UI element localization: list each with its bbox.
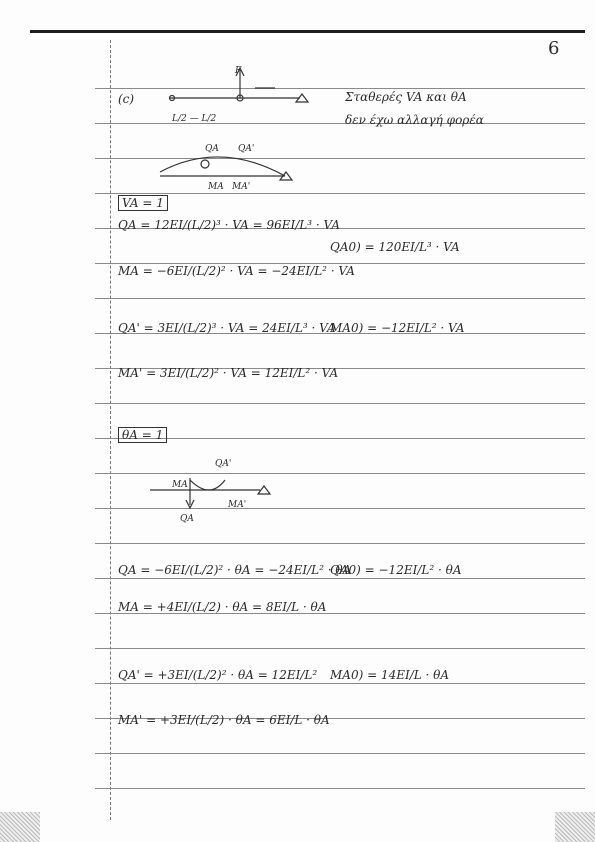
section-title [118,428,167,442]
equation: QA = −6EI/(L/2)² · θA = −24EI/L² · θA [118,563,352,577]
scan-artifact [0,812,40,842]
equation: MA0) = −12EI/L² · VA [330,321,465,335]
equation: MA' = 3EI/(L/2)² · VA = 12EI/L² · VA [118,366,339,380]
equation: QA' = +3EI/(L/2)² · θA = 12EI/L² [118,668,318,682]
equation: QA = 12EI/(L/2)³ · VA = 96EI/L³ · VA [118,218,341,232]
sketch-label: MA' [228,500,247,510]
note-line-2: δεν έχω αλλαγή φορέα [345,113,484,127]
equation: QA0) = −12EI/L² · θA [330,563,462,577]
equation: QA0) = 120EI/L³ · VA [330,240,460,254]
equation: MA = −6EI/(L/2)² · VA = −24EI/L² · VA [118,264,355,278]
section-title [118,196,168,210]
equation: MA = +4EI/(L/2) · θA = 8EI/L · θA [118,600,327,614]
sketch-label: MA [172,480,188,490]
section-title-text: θA = 1 [118,427,167,443]
sketch-label: QA' [238,144,255,154]
page-number: 6 [548,38,560,59]
equation: MA0) = 14EI/L · θA [330,668,450,682]
note-line-1: Σταθερές VA και θA [345,90,467,104]
beam-sketch-1 [170,68,309,102]
force-label: F [235,66,242,76]
section-title-text: VA = 1 [118,195,168,211]
scan-artifact [555,812,595,842]
part-label: (c) [118,92,135,106]
sketch-label: QA [205,144,219,154]
equation: QA' = 3EI/(L/2)³ · VA = 24EI/L³ · VA [118,321,336,335]
sketch-label: MA [208,182,224,192]
equation: MA' = +3EI/(L/2) · θA = 6EI/L · θA [118,713,330,727]
sketch-label: MA' [232,182,251,192]
beam-sketch-3 [150,478,270,508]
beam-sketch-2 [160,157,292,180]
sketch-label: QA' [215,459,232,469]
sketch-label: QA [180,514,194,524]
spacing-label: L/2 — L/2 [172,114,217,124]
